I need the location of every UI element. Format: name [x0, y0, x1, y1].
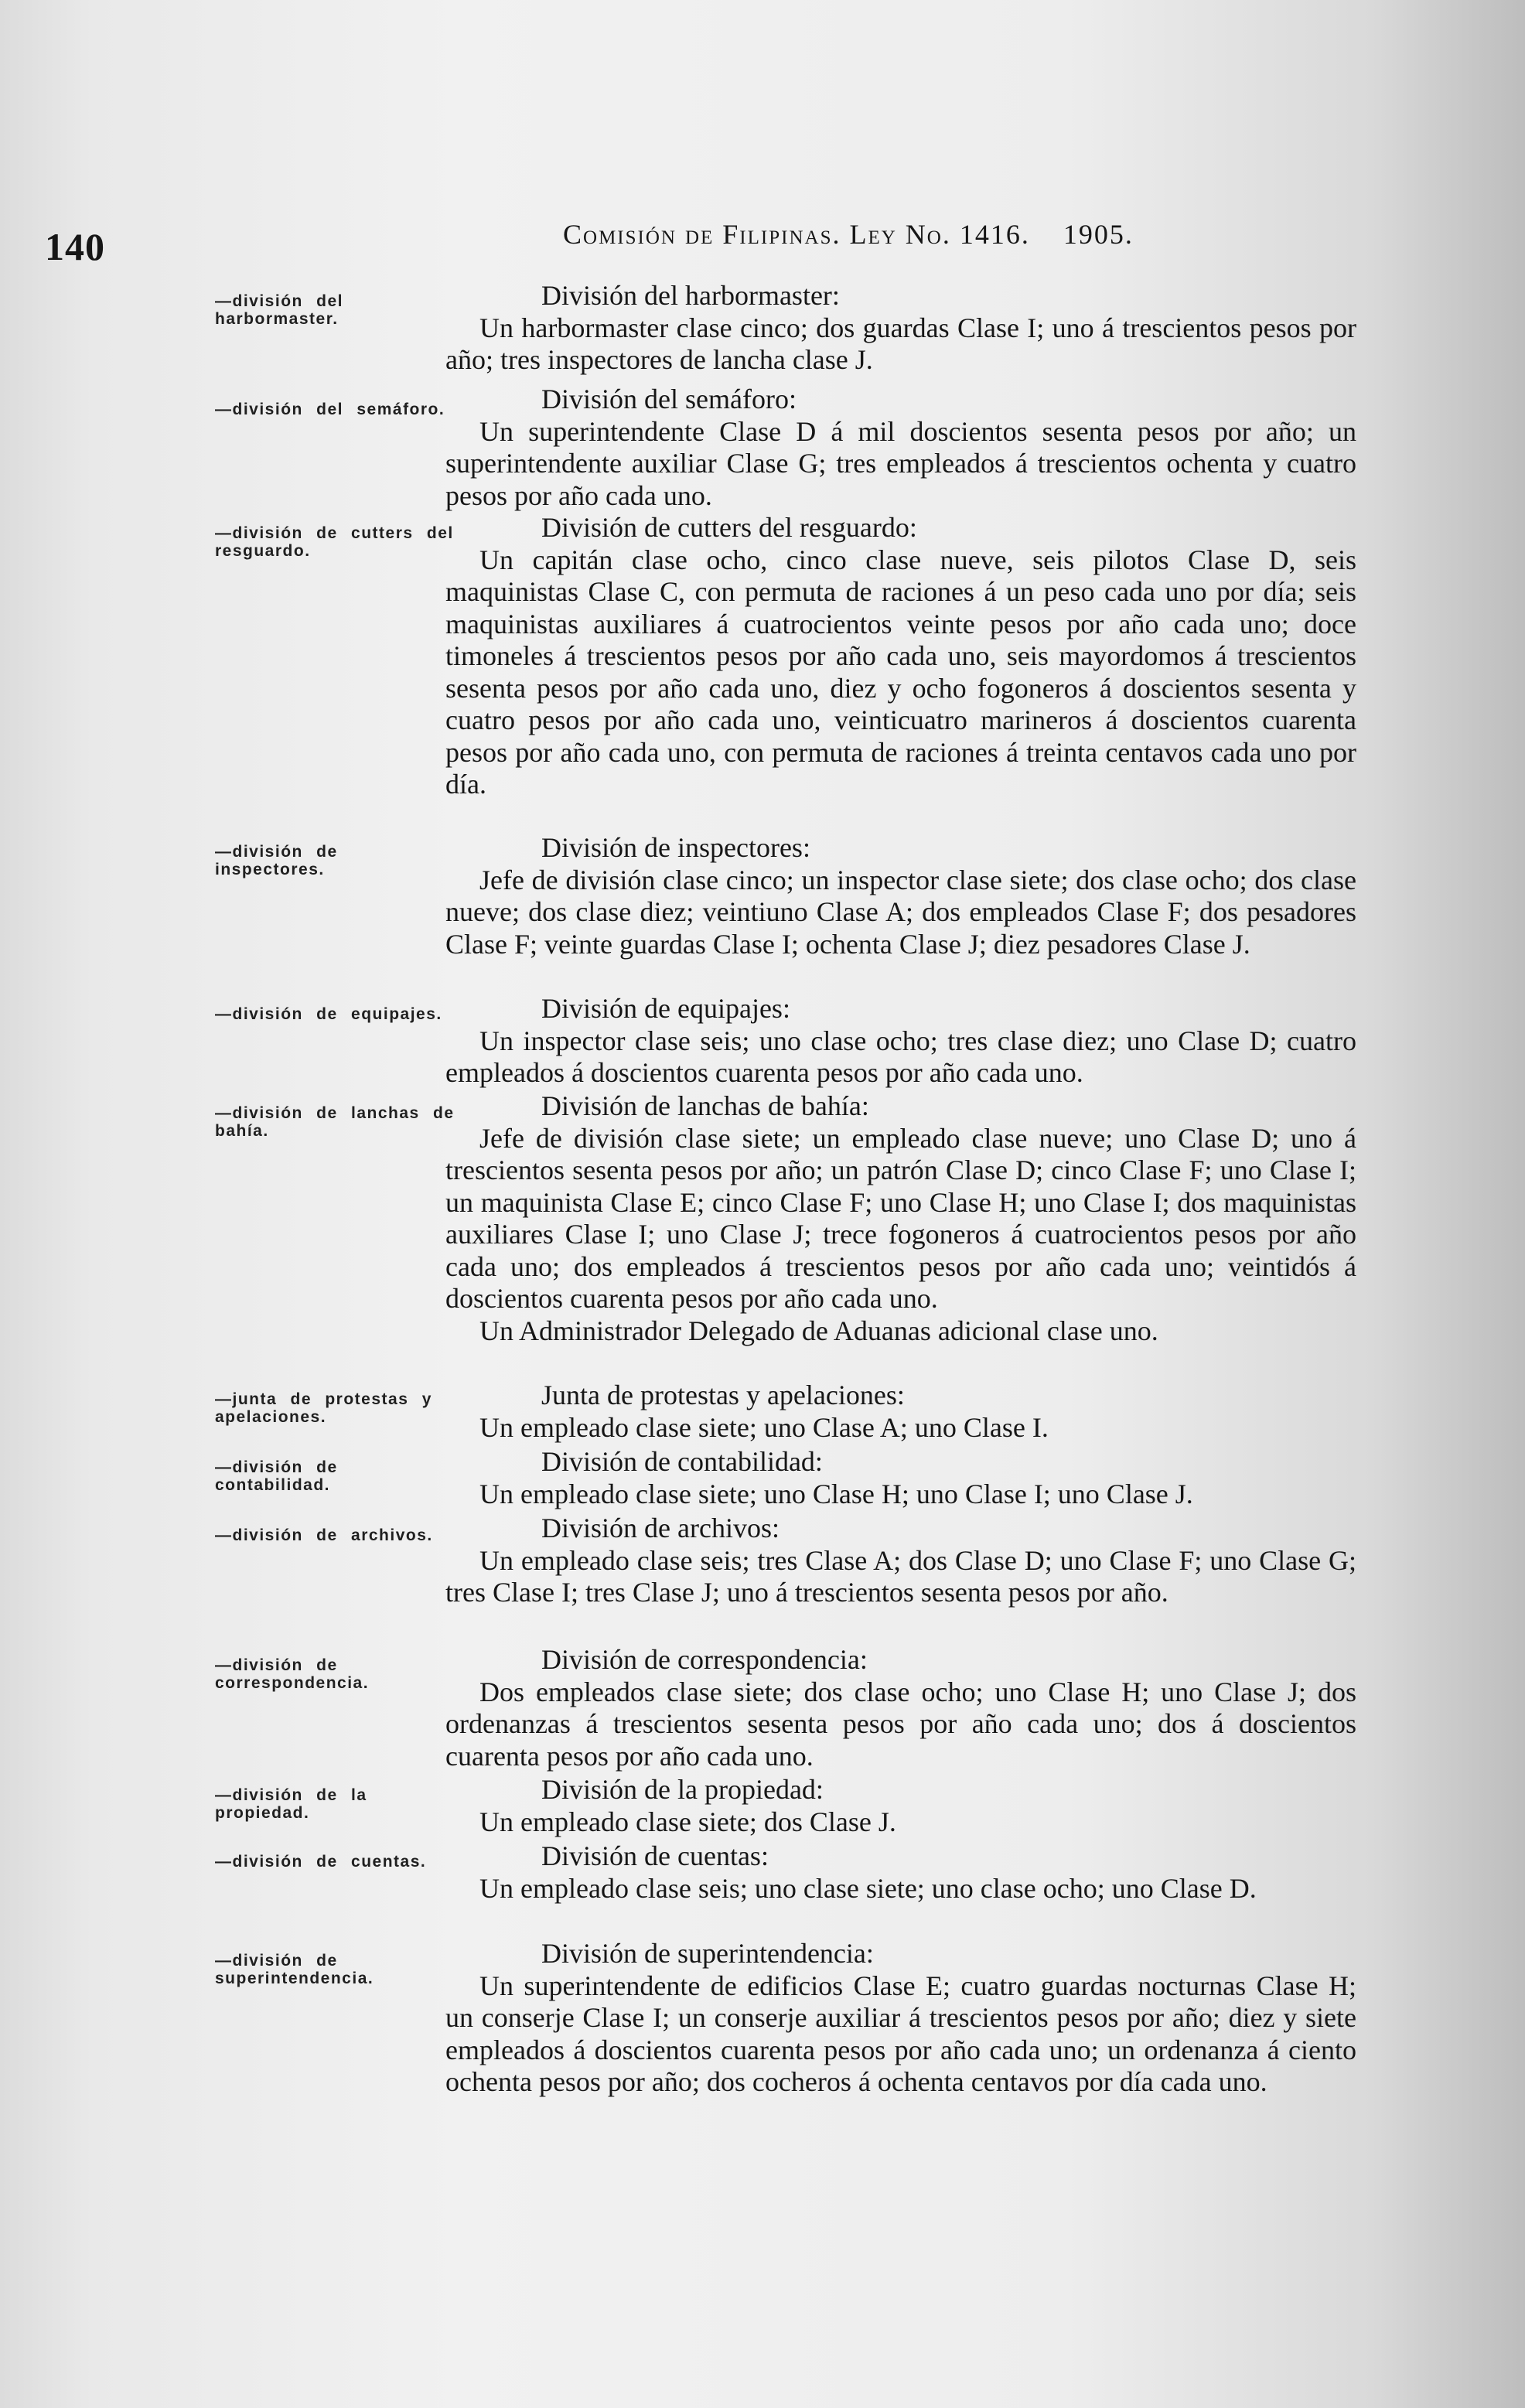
- section-junta: [445, 1380, 1356, 1444]
- margin-note-harbormaster: —división del harbormaster.: [215, 292, 344, 328]
- page-number: 140: [45, 225, 105, 268]
- section-body: Un empleado clase siete; uno Clase H; uno Clase I; uno Clase J.: [479, 1478, 1193, 1509]
- margin-note-lanchas: —división de lanchas de bahía.: [215, 1104, 455, 1140]
- section-body: Jefe de división clase siete; un empleado clase nueve; uno Clase D; uno á trescientos sesenta pesos por año; un patrón Clase D; cinco Clase F; uno Clase I; un maquinista Clase E; cinco Clase F; uno Clase H; uno Clase I; dos maquinistas auxiliares Clase I; uno Clase J; trece fogoneros á cuatrocientos pesos por año cada uno; dos empleados á trescientos pesos por año cada uno; veintidós á doscientos cuarenta pesos por año cada uno.: [445, 1122, 1356, 1314]
- section-lanchas: [445, 1090, 1356, 1347]
- running-head-law: Ley No. 1416.: [849, 219, 1030, 250]
- margin-note-cuentas: —división de cuentas.: [215, 1853, 427, 1871]
- section-harbormaster: [445, 280, 1356, 377]
- section-cutters: [445, 512, 1356, 801]
- section-heading: División de correspondencia:: [541, 1644, 868, 1675]
- section-body: Jefe de división clase cinco; un inspector clase siete; dos clase ocho; dos clase nueve; dos clase diez; veintiuno Clase A; dos empleados Clase F; dos pesadores Clase F; veinte guardas Clase I; ochenta Clase J; diez pesadores Clase J.: [445, 864, 1356, 960]
- section-body: Un capitán clase ocho, cinco clase nueve, seis pilotos Clase D, seis maquinistas Clase C, con permuta de raciones á un peso cada uno por día; seis maquinistas auxiliares á cuatrocientos veinte pesos por año cada uno; doce timoneles á trescientos pesos por año cada uno, seis mayordomos á trescientos sesenta pesos por año cada uno, diez y ocho fogoneros á doscientos sesenta y cuatro pesos por año cada uno, veinticuatro marineros á doscientos cuarenta pesos por año cada uno, con permuta de raciones á treinta centavos cada uno por día.: [445, 544, 1356, 800]
- margin-note-propiedad: —división de la propiedad.: [215, 1786, 367, 1822]
- section-propiedad: [445, 1774, 1356, 1838]
- section-heading: División del harbormaster:: [541, 280, 840, 311]
- section-heading: División de superintendencia:: [541, 1938, 874, 1969]
- section-body: Un superintendente de edificios Clase E; cuatro guardas nocturnas Clase H; un conserje Clase I; un conserje auxiliar á trescientos pesos por año; diez y siete empleados á doscientos cuarenta pesos por año cada uno; un ordenanza á ciento ochenta pesos por año; dos cocheros á ochenta centavos por día cada uno.: [445, 1970, 1356, 2097]
- running-head-year: 1905.: [1063, 219, 1134, 250]
- section-heading: Junta de protestas y apelaciones:: [541, 1380, 905, 1410]
- section-superintendencia: [445, 1938, 1356, 2099]
- running-head: [563, 218, 1134, 251]
- section-body: Dos empleados clase siete; dos clase ocho; uno Clase H; uno Clase J; dos ordenanzas á trescientos sesenta pesos por año cada uno; dos á doscientos cuarenta pesos por año cada uno.: [445, 1676, 1356, 1772]
- section-cuentas: [445, 1840, 1356, 1905]
- section-heading: División del semáforo:: [541, 384, 797, 414]
- section-semaforo: [445, 384, 1356, 512]
- section-inspectores: [445, 832, 1356, 960]
- section-heading: División de archivos:: [541, 1513, 780, 1543]
- section-heading: División de cuentas:: [541, 1840, 769, 1871]
- section-equipajes: [445, 993, 1356, 1090]
- section-body: Un empleado clase siete; uno Clase A; uno Clase I.: [479, 1411, 1049, 1443]
- margin-note-correspondencia: —división de correspondencia.: [215, 1656, 370, 1692]
- running-head-title: Comisión de Filipinas.: [563, 219, 841, 250]
- section-body: Un inspector clase seis; uno clase ocho; tres clase diez; uno Clase D; cuatro empleados á doscientos cuarenta pesos por año cada uno.: [445, 1025, 1356, 1088]
- margin-note-cutters: —división de cutters del resguardo.: [215, 524, 454, 560]
- section-heading: División de la propiedad:: [541, 1774, 824, 1805]
- margin-note-contabilidad: —división de contabilidad.: [215, 1458, 338, 1494]
- section-heading: División de lanchas de bahía:: [541, 1090, 869, 1121]
- margin-note-archivos: —división de archivos.: [215, 1526, 433, 1544]
- section-heading: División de equipajes:: [541, 993, 790, 1024]
- section-heading: División de cutters del resguardo:: [541, 512, 917, 543]
- section-correspondencia: [445, 1644, 1356, 1772]
- section-body: Un empleado clase seis; uno clase siete; uno clase ocho; uno Clase D.: [479, 1872, 1257, 1904]
- margin-note-semaforo: —división del semáforo.: [215, 401, 445, 418]
- margin-note-inspectores: —división de inspectores.: [215, 843, 338, 878]
- section-extra: Un Administrador Delegado de Aduanas adicional clase uno.: [479, 1315, 1158, 1346]
- section-heading: División de inspectores:: [541, 832, 810, 863]
- section-archivos: [445, 1513, 1356, 1609]
- section-body: Un harbormaster clase cinco; dos guardas Clase I; uno á trescientos pesos por año; tres inspectores de lancha clase J.: [445, 312, 1356, 375]
- margin-note-equipajes: —división de equipajes.: [215, 1005, 442, 1023]
- section-body: Un superintendente Clase D á mil doscientos sesenta pesos por año; un superintendente auxiliar Clase G; tres empleados á trescientos ochenta y cuatro pesos por año cada uno.: [445, 415, 1356, 511]
- margin-note-junta: —junta de protestas y apelaciones.: [215, 1390, 432, 1426]
- margin-note-superintendencia: —división de superintendencia.: [215, 1952, 374, 1987]
- section-body: Un empleado clase siete; dos Clase J.: [479, 1806, 896, 1837]
- section-contabilidad: [445, 1446, 1356, 1510]
- section-body: Un empleado clase seis; tres Clase A; dos Clase D; uno Clase F; uno Clase G; tres Clase I; tres Clase J; uno á trescientos sesenta pesos por año.: [445, 1544, 1356, 1608]
- section-heading: División de contabilidad:: [541, 1446, 823, 1477]
